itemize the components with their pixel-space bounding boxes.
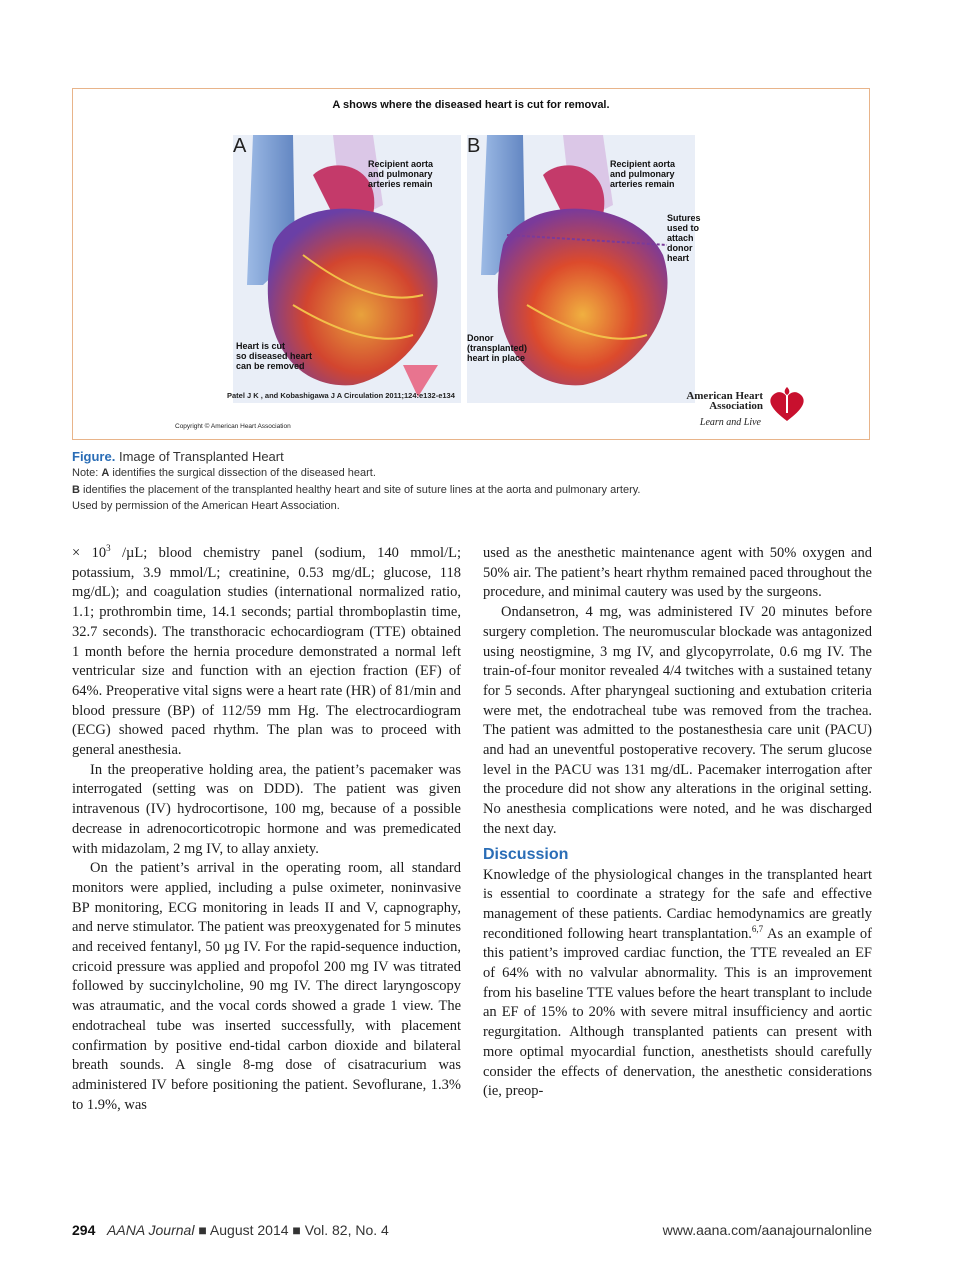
caption-note-a xyxy=(72,465,872,482)
panel-b-label-top: Recipient aorta and pulmonary arteries remain xyxy=(610,159,676,189)
journal-issue: ■ August 2014 ■ Vol. 82, No. 4 xyxy=(198,1222,389,1238)
right-paragraph-1: used as the anesthetic maintenance agent with 50% oxygen and 50% air. The patient’s heart rhythm remained paced throughout the procedure, and minimal cautery was used by the surgeons. xyxy=(483,545,872,601)
text-span: × 10 xyxy=(72,545,107,561)
left-paragraph-2: In the preoperative holding area, the patient’s pacemaker was interrogated (setting was on DDD). The patient was given intravenous (IV) hydrocortisone, 100 mg, because of a possible decrease in adrenocorticotropic hormone and was premedicated with midazolam, 2 mg IV, to allay anxiety. xyxy=(72,761,461,857)
text-span: Knowledge of the physiological changes in the transplanted heart is essential to coordinate a strategy for the safe and effective management of these patients. Cardiac hemodynamics are greatly reconditioned following heart transplantation. xyxy=(483,866,872,942)
caption-note-b-text: identifies the placement of the transplanted healthy heart and site of suture lines at the aorta and pulmonary artery. xyxy=(79,483,641,496)
figure-title: A shows where the diseased heart is cut for removal. xyxy=(332,99,610,111)
journal-url[interactable]: www.aana.com/aanajournalonline xyxy=(662,1222,872,1238)
caption-note-b xyxy=(72,482,872,499)
caption-title-text: Image of Transplanted Heart xyxy=(118,449,284,464)
aha-heart-torch-icon xyxy=(767,387,807,423)
figure-caption xyxy=(72,448,872,515)
panel-a-label-top: Recipient aorta and pulmonary arteries remain xyxy=(368,159,434,189)
caption-title xyxy=(72,448,872,465)
page-number: 294 xyxy=(72,1222,96,1238)
panel-a-letter: A xyxy=(233,135,247,157)
panel-a-label-bottom: Heart is cut so diseased heart can be removed xyxy=(236,341,313,371)
right-column xyxy=(483,544,872,1102)
superscript: 3 xyxy=(106,543,111,554)
left-column xyxy=(72,544,461,1115)
journal-name: AANA Journal xyxy=(107,1222,195,1238)
panel-b-letter: B xyxy=(467,135,481,157)
figure-citation: Patel J K , and Kobashigawa J A Circulation 2011;124:e132-e134 xyxy=(227,391,455,400)
caption-note-a-text: identifies the surgical dissection of the diseased heart. xyxy=(109,467,376,479)
aha-logo xyxy=(633,383,813,437)
left-paragraph-3: On the patient’s arrival in the operating room, all standard monitors were applied, including a pulse oximeter, noninvasive BP monitoring, ECG monitoring in leads II and V, capnography, and nerve stimulator. The patient was preoxygenated for 5 minutes and received fentanyl, 50 µg IV. For the rapid-sequence induction, cricoid pressure was applied and propofol 200 mg IV was titrated followed by succinylcholine, 90 mg IV. The direct laryngoscopy was atraumatic, and the vocal cords showed a grade 1 view. The endotracheal tube was inserted successfully, with placement confirmation by positive end-tidal carbon dioxide and bilateral breath sounds. A single 8-mg dose of cisatracurium was administered IV before positioning the patient. Sevoflurane, 1.3% to 1.9%, was xyxy=(72,860,461,1113)
panel-b-label-bottom: Donor (transplanted) heart in place xyxy=(467,333,528,363)
right-paragraph-2: Ondansetron, 4 mg, was administered IV 20 minutes before surgery completion. The neuromuscular blockade was antagonized using neostigmine, 3 mg IV, and glycopyrrolate, 0.6 mg IV. The train-of-four monitor revealed 4/4 twitches with a sustained tetany for 5 seconds. After pharyngeal suctioning and extubation criteria were met, the endotracheal tube was removed from the trachea. The patient was admitted to the postanesthesia care unit (PACU) and had an uneventful postoperative recovery. The serum glucose level in the PACU was 131 mg/dL. Pacemaker interrogation after the procedure did not show any alterations in the original setting. No anesthesia complications were noted, and he was discharged the next day. xyxy=(483,604,872,837)
aha-tagline: Learn and Live xyxy=(699,417,761,428)
caption-key-b: B xyxy=(72,483,80,496)
panel-b-label-sutures: Sutures used to attach donor heart xyxy=(667,213,701,263)
page-footer xyxy=(72,1222,872,1238)
citation-superscript: 6,7 xyxy=(751,923,764,934)
text-span: As an example of this patient’s improved cardiac function, the TTE revealed an EF of 64% with no valvular abnormality. This is an improvement from his baseline TTE values before the heart transplant to include an EF of 15% to 20% with severe mitral insufficiency and aortic regurgitation. Although transplanted patients can present with more optimal myocardial function, anesthetists should carefully consider the effects of denervation, the anesthetic considerations (ie, preop- xyxy=(483,925,872,1100)
caption-permission: Used by permission of the American Heart Association. xyxy=(72,500,340,512)
figure-copyright: Copyright © American Heart Association xyxy=(175,423,291,430)
text-span: /µL; blood chemistry panel (sodium, 140 mmol/L; potassium, 3.9 mmol/L; creatinine, 0.53 mg/dL; glucose, 118 mg/dL); and coagulation studies (international normalized ratio, 1.1; prothrombin time, 14.1 seconds; partial thromboplastin time, 32.7 seconds). The transthoracic echocardiogram (TTE) obtained 1 month before the hernia procedure demonstrated a normal left ventricular size and function with an ejection fraction (EF) of 64%. Preoperative vital signs were a heart rate (HR) of 81/min and blood pressure (BP) of 112/59 mm Hg. The electrocardiogram (ECG) showed paced rhythm. The plan was to proceed with general anesthesia. xyxy=(72,545,461,759)
aha-name: American Heart Association xyxy=(686,390,763,412)
right-paragraph-3 xyxy=(483,866,872,1102)
caption-key-a: A xyxy=(101,467,110,479)
section-heading-discussion: Discussion xyxy=(483,845,569,863)
caption-label: Figure. xyxy=(72,449,116,464)
left-paragraph-1 xyxy=(72,544,461,761)
caption-note-prefix: Note: xyxy=(72,467,102,479)
figure-box xyxy=(72,88,870,440)
